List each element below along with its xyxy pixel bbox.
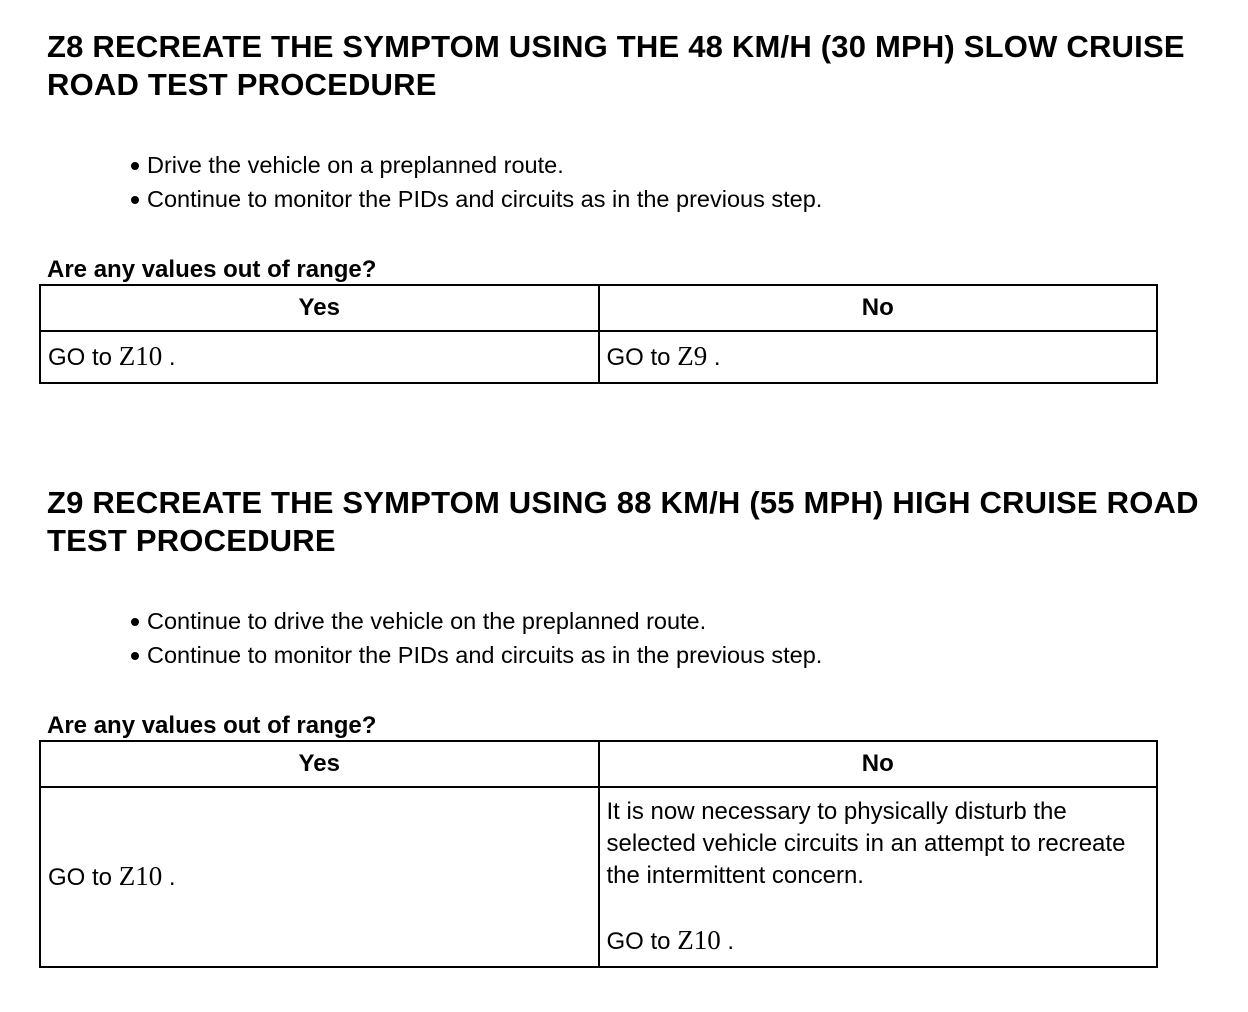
step-z8 <box>0 28 1248 384</box>
bullet-text: Continue to monitor the PIDs and circuits as in the previous step. <box>147 642 823 668</box>
goto-prefix: GO to <box>606 344 671 371</box>
goto-prefix: GO to <box>48 864 113 891</box>
table-row <box>40 787 1157 967</box>
bullet-icon <box>131 618 139 626</box>
header-no: No <box>599 285 1158 331</box>
goto-suffix: . <box>168 864 176 891</box>
bullet-icon <box>131 162 139 170</box>
goto-suffix: . <box>168 344 176 371</box>
decision-table <box>39 284 1158 384</box>
bullet-list <box>131 148 1248 216</box>
cell-no <box>599 331 1158 383</box>
goto-prefix: GO to <box>606 928 671 955</box>
goto-line <box>607 924 1157 958</box>
bullet-icon <box>131 652 139 660</box>
bullet-list <box>131 604 1248 672</box>
goto-suffix: . <box>713 344 721 371</box>
bullet-item <box>131 604 1248 638</box>
cell-yes <box>40 331 599 383</box>
step-title: Z8 RECREATE THE SYMPTOM USING THE 48 KM/H (30 MPH) SLOW CRUISE ROAD TEST PROCEDURE <box>47 29 1185 102</box>
goto-suffix: . <box>727 928 735 955</box>
question: Are any values out of range? <box>47 712 377 739</box>
bullet-text: Drive the vehicle on a preplanned route. <box>147 152 564 178</box>
header-no: No <box>599 741 1158 787</box>
table-header-row <box>40 741 1157 787</box>
bullet-text: Continue to drive the vehicle on the preplanned route. <box>147 608 707 634</box>
header-yes: Yes <box>40 285 599 331</box>
goto-target-link[interactable]: Z10 <box>118 341 163 371</box>
cell-note-text: It is now necessary to physically disturb the selected vehicle circuits in an attempt to recreate the intermittent concern. <box>606 798 1126 889</box>
bullet-item <box>131 182 1248 216</box>
goto-target-link[interactable]: Z9 <box>677 341 708 371</box>
table-header-row <box>40 285 1157 331</box>
bullet-icon <box>131 196 139 204</box>
step-title: Z9 RECREATE THE SYMPTOM USING 88 KM/H (55 MPH) HIGH CRUISE ROAD TEST PROCEDURE <box>47 485 1199 558</box>
question: Are any values out of range? <box>47 256 377 283</box>
goto-target-link[interactable]: Z10 <box>677 925 721 955</box>
bullet-text: Continue to monitor the PIDs and circuits as in the previous step. <box>147 186 823 212</box>
header-yes: Yes <box>40 741 599 787</box>
cell-no <box>599 787 1158 967</box>
goto-target-link[interactable]: Z10 <box>118 861 163 891</box>
step-z9 <box>0 484 1248 968</box>
bullet-item <box>131 148 1248 182</box>
decision-table <box>39 740 1158 968</box>
table-row <box>40 331 1157 383</box>
goto-prefix: GO to <box>48 344 113 371</box>
bullet-item <box>131 638 1248 672</box>
cell-yes <box>40 787 599 967</box>
